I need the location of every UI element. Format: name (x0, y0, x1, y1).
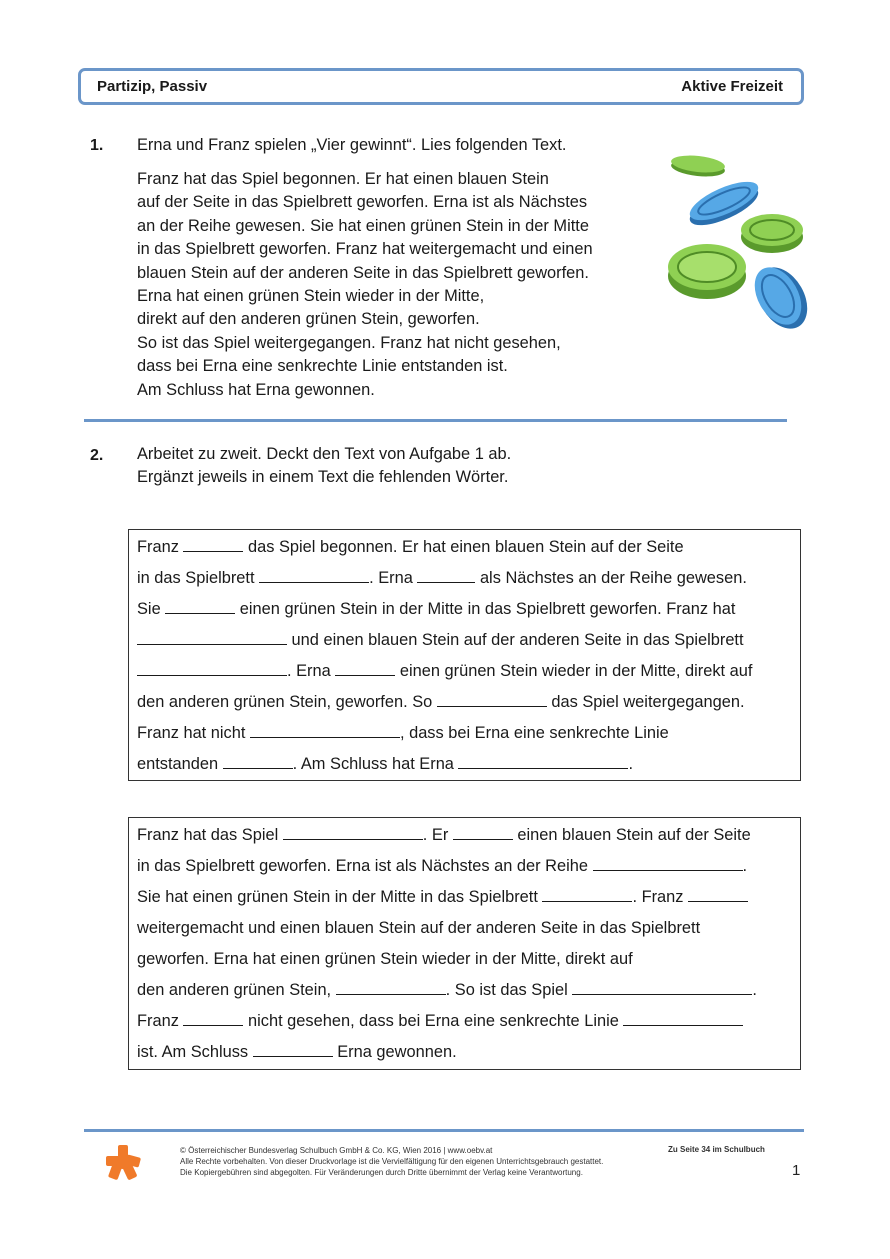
blank-field[interactable] (437, 690, 547, 707)
blank-field[interactable] (458, 752, 628, 769)
cloze-box-a (128, 529, 801, 781)
blank-field[interactable] (137, 628, 287, 645)
cloze-line (137, 687, 792, 718)
cloze-text: . Erna (287, 662, 336, 680)
story-line: in das Spielbrett geworfen. Franz hat weitergemacht und einen (137, 240, 593, 259)
cloze-text: Sie (137, 600, 166, 618)
cloze-line (137, 851, 792, 882)
oebv-logo-icon (104, 1143, 142, 1181)
cloze-text: Franz (137, 1012, 184, 1030)
cloze-line (137, 656, 792, 687)
cloze-line (137, 594, 792, 625)
cloze-text: Franz (137, 538, 184, 556)
green-chip-small-icon (670, 153, 725, 179)
cloze-line (137, 1037, 792, 1068)
cloze-line (137, 944, 792, 975)
cloze-text: . Franz (632, 888, 689, 906)
story-line: an der Reihe gewesen. Sie hat einen grünen Stein in der Mitte (137, 216, 589, 235)
cloze-box-b (128, 817, 801, 1070)
blank-field[interactable] (593, 854, 743, 871)
task1-instruction: Erna und Franz spielen „Vier gewinnt“. Lies folgenden Text. (137, 136, 567, 154)
blank-field[interactable] (283, 823, 423, 840)
cloze-text: Franz hat das Spiel (137, 826, 283, 844)
cloze-text: in das Spielbrett (137, 569, 260, 587)
textbook-reference: Zu Seite 34 im Schulbuch (668, 1145, 765, 1154)
cloze-text: weitergemacht und einen blauen Stein auf der anderen Seite in das Spielbrett (137, 919, 701, 937)
cloze-text: einen grünen Stein wieder in der Mitte, direkt auf (395, 662, 753, 680)
cloze-text: . (628, 755, 634, 773)
cloze-text: und einen blauen Stein auf der anderen Seite in das Spielbrett (287, 631, 744, 649)
footer-copyright (180, 1145, 603, 1178)
blank-field[interactable] (259, 566, 369, 583)
blue-chip-standing-icon (745, 258, 814, 337)
cloze-text: Sie hat einen grünen Stein in der Mitte in das Spielbrett (137, 888, 543, 906)
story-line: Franz hat das Spiel begonnen. Er hat einen blauen Stein (137, 170, 549, 188)
cloze-line (137, 1006, 792, 1037)
cloze-line (137, 625, 792, 656)
story-line: blauen Stein auf der anderen Seite in das Spielbrett geworfen. (137, 263, 589, 282)
story-line: Erna hat einen grünen Stein wieder in der Mitte, (137, 287, 485, 306)
blank-field[interactable] (183, 535, 243, 552)
blank-field[interactable] (223, 752, 293, 769)
cloze-text: . So ist das Spiel (445, 981, 573, 999)
blank-field[interactable] (336, 978, 446, 995)
blank-field[interactable] (335, 659, 395, 676)
cloze-line (137, 913, 792, 944)
cloze-text: einen grünen Stein in der Mitte in das Spielbrett geworfen. Franz hat (235, 600, 736, 618)
cloze-text: Erna gewonnen. (332, 1043, 457, 1061)
topic-title: Partizip, Passiv (97, 78, 208, 95)
cloze-text: . (752, 981, 757, 999)
blank-field[interactable] (253, 1040, 333, 1057)
blank-field[interactable] (183, 1009, 243, 1026)
blank-field[interactable] (137, 659, 287, 676)
story-line: direkt auf den anderen grünen Stein, geworfen. (137, 310, 480, 329)
cloze-text: ist. Am Schluss (137, 1043, 253, 1061)
cloze-text: in das Spielbrett geworfen. Erna ist als Nächstes an der Reihe (137, 857, 593, 875)
copyright-line: © Österreichischer Bundesverlag Schulbuch GmbH & Co. KG, Wien 2016 | www.oebv.at (180, 1146, 493, 1155)
page-header (78, 68, 804, 105)
cloze-text: . Er (422, 826, 453, 844)
cloze-line (137, 718, 792, 749)
cloze-text: . Erna (369, 569, 418, 587)
game-chips-illustration (664, 150, 814, 340)
cloze-text: das Spiel weitergegangen. (546, 693, 745, 711)
blank-field[interactable] (623, 1009, 743, 1026)
cloze-line (137, 563, 792, 594)
blank-field[interactable] (165, 597, 235, 614)
green-chip-right-icon (741, 214, 803, 253)
cloze-line (137, 975, 792, 1006)
cloze-text: nicht gesehen, dass bei Erna eine senkrechte Linie (243, 1012, 624, 1030)
cloze-text: geworfen. Erna hat einen grünen Stein wieder in der Mitte, direkt auf (137, 950, 633, 968)
instruction-line: Ergänzt jeweils in einem Text die fehlenden Wörter. (137, 468, 509, 487)
footer-divider (84, 1129, 804, 1132)
story-line: auf der Seite in das Spielbrett geworfen. Erna ist als Nächstes (137, 193, 588, 212)
task2-number: 2. (90, 447, 104, 464)
blank-field[interactable] (250, 721, 400, 738)
story-line: Am Schluss hat Erna gewonnen. (137, 380, 375, 399)
blank-field[interactable] (417, 566, 475, 583)
cloze-line (137, 882, 792, 913)
blank-field[interactable] (542, 885, 632, 902)
blank-field[interactable] (572, 978, 752, 995)
blank-field[interactable] (453, 823, 513, 840)
cloze-text: als Nächstes an der Reihe gewesen. (475, 569, 747, 587)
cloze-text: einen blauen Stein auf der Seite (512, 826, 751, 844)
copyright-line: Alle Rechte vorbehalten. Von dieser Druckvorlage ist die Vervielfältigung für den eigenen Unterrichtsgebrauch gestattet. (180, 1157, 604, 1166)
green-chip-large-icon (668, 244, 746, 299)
blank-field[interactable] (688, 885, 748, 902)
cloze-text: . (742, 857, 748, 875)
cloze-text: den anderen grünen Stein, (137, 981, 336, 999)
task1-story-text (137, 168, 593, 402)
copyright-line: Die Kopiergebühren sind abgegolten. Für Veränderungen durch Dritte übernimmt der Verlag keine Verantwortung. (180, 1168, 583, 1177)
cloze-text: , dass bei Erna eine senkrechte Linie (399, 724, 669, 742)
instruction-line: Arbeitet zu zweit. Deckt den Text von Aufgabe 1 ab. (137, 445, 512, 463)
chapter-title: Aktive Freizeit (681, 78, 783, 95)
task1-number: 1. (90, 137, 104, 154)
story-line: So ist das Spiel weitergegangen. Franz hat nicht gesehen, (137, 333, 561, 352)
cloze-line (137, 532, 792, 563)
section-divider (84, 419, 787, 422)
cloze-line (137, 749, 792, 780)
cloze-text: den anderen grünen Stein, geworfen. So (137, 693, 437, 711)
cloze-text: Franz hat nicht (137, 724, 250, 742)
story-line: dass bei Erna eine senkrechte Linie entstanden ist. (137, 357, 508, 376)
page-number: 1 (792, 1162, 801, 1179)
cloze-text: das Spiel begonnen. Er hat einen blauen Stein auf der Seite (243, 538, 684, 556)
cloze-line (137, 820, 792, 851)
cloze-text: . Am Schluss hat Erna (292, 755, 459, 773)
task2-instruction (137, 443, 511, 490)
cloze-text: entstanden (137, 755, 223, 773)
